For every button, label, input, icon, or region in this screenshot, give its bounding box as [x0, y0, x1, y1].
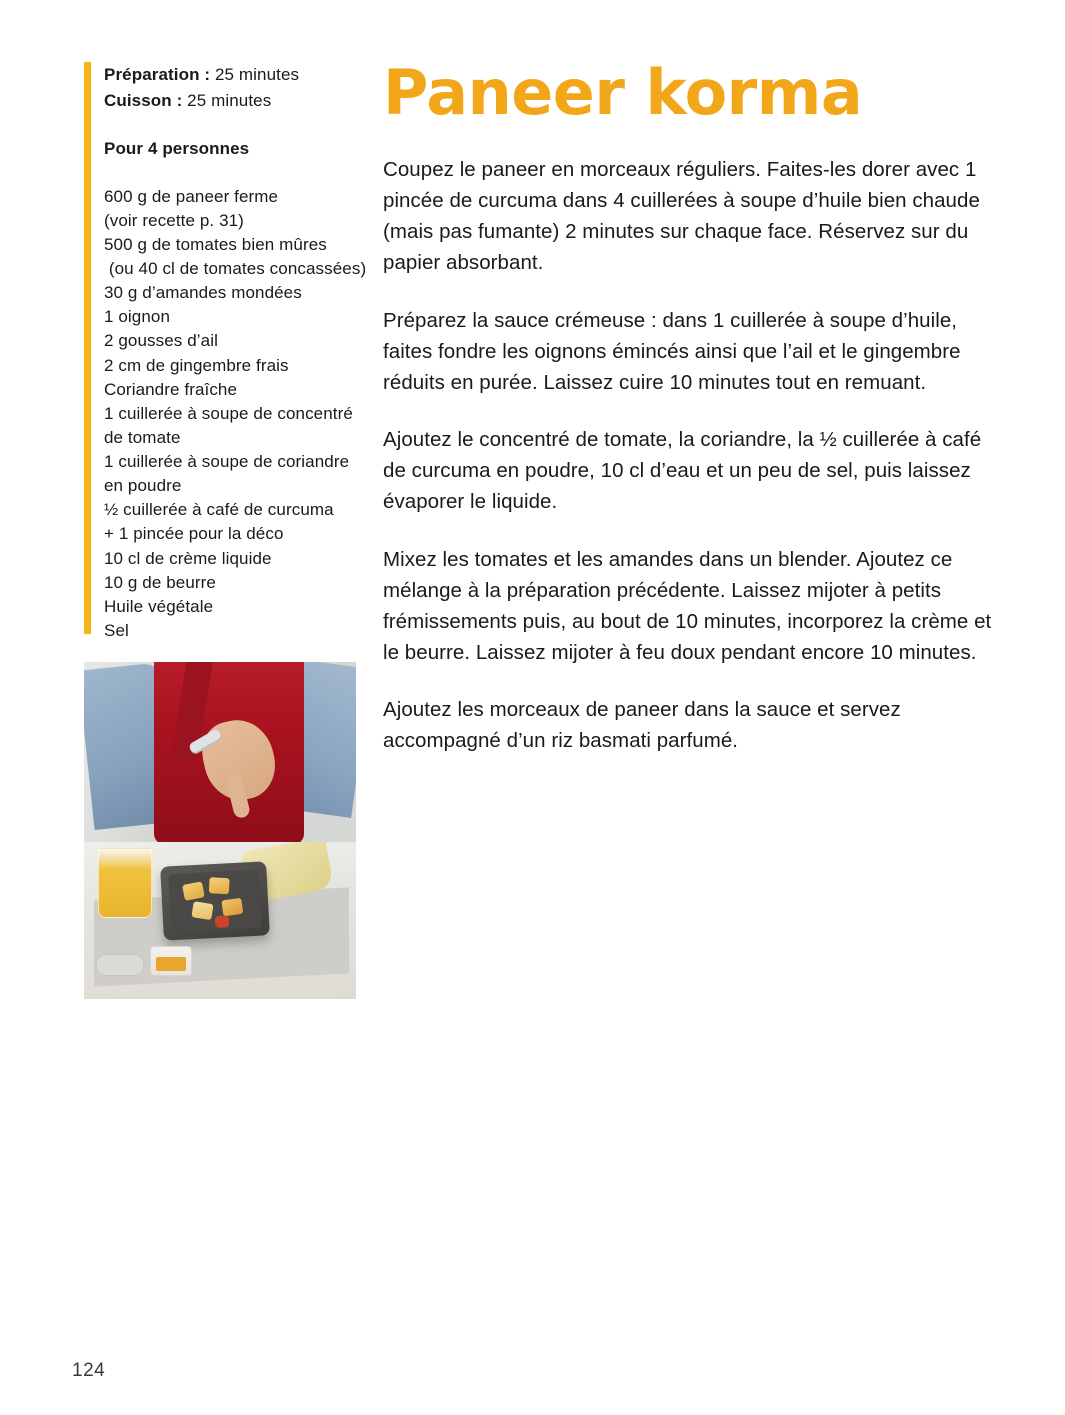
instruction-paragraph: Coupez le paneer en morceaux réguliers. Faites-les dorer avec 1 pincée de curcuma dans 4 cuillerées à soupe d’huile bien chaude (mais pas fumante) 2 minutes sur chaque face. Réservez sur du papier absorbant. — [383, 158, 980, 275]
list-item: 2 cm de gingembre frais — [104, 355, 289, 375]
prep-time-label: Préparation : — [104, 65, 211, 84]
pan-interior — [169, 870, 262, 933]
recipe-body — [383, 56, 995, 783]
cook-time-value: 25 minutes — [182, 91, 272, 111]
instruction-paragraph: Ajoutez les morceaux de paneer dans la sauce et servez accompagné d’un riz basmati parfumé. — [383, 698, 901, 753]
list-item: (ou 40 cl de tomates concassées) — [104, 259, 367, 279]
list-item: Sel — [104, 620, 129, 640]
list-item: + 1 pincée pour la déco — [104, 524, 284, 544]
list-item: de tomate — [104, 427, 181, 447]
servings-label: Pour 4 personnes — [104, 138, 250, 158]
prep-time-value: 25 minutes — [210, 65, 300, 84]
glass-jar — [98, 848, 152, 918]
list-item: 1 oignon — [104, 307, 171, 327]
page-title: Paneer korma — [383, 56, 863, 129]
cook-time-line — [104, 88, 356, 114]
paneer-cube — [182, 881, 205, 901]
yellow-accent-rule — [84, 62, 91, 634]
list-item: 500 g de tomates bien mûres — [104, 234, 327, 254]
list-item: 10 cl de crème liquide — [104, 548, 272, 568]
list-item: (voir recette p. 31) — [104, 210, 244, 230]
instruction-paragraph: Ajoutez le concentré de tomate, la coriandre, la ½ cuillerée à café de curcuma en poudre, 10 cl d’eau et un peu de sel, puis laissez évaporer le liquide. — [383, 428, 982, 514]
paneer-cube — [221, 898, 243, 917]
list-item: Coriandre fraîche — [104, 379, 238, 399]
ingredients-column — [84, 62, 367, 643]
list-item: 10 g de beurre — [104, 572, 216, 592]
instruction-paragraph: Préparez la sauce crémeuse : dans 1 cuillerée à soupe d’huile, faites fondre les oignons émincés ainsi que l’ail et le gingembre réduits en purée. Laissez cuire 10 minutes tout en remuant. — [383, 308, 961, 394]
list-item: ½ cuillerée à café de curcuma — [104, 500, 334, 520]
jar-lid — [96, 954, 144, 976]
ingredients-list — [104, 185, 367, 643]
recipe-photo — [84, 662, 356, 999]
list-item: 30 g d’amandes mondées — [104, 283, 302, 303]
spice-jar — [150, 946, 192, 976]
paneer-cube — [191, 901, 213, 920]
photo-bottom-scene — [84, 842, 356, 999]
cast-iron-pan — [160, 861, 270, 940]
prep-time-line — [104, 62, 356, 88]
list-item: 2 gousses d’ail — [104, 331, 218, 351]
paneer-cube — [209, 877, 230, 894]
list-item: 600 g de paneer ferme — [104, 186, 279, 206]
list-item: Huile végétale — [104, 596, 214, 616]
cook-time-label: Cuisson : — [104, 91, 183, 111]
list-item: 1 cuillerée à soupe de concentré — [104, 403, 353, 423]
tomato-piece — [215, 915, 230, 928]
photo-top-scene — [84, 662, 356, 842]
timing-block — [104, 62, 356, 115]
page-number: 124 — [72, 1360, 106, 1381]
list-item: en poudre — [104, 476, 182, 496]
turmeric-powder — [156, 957, 186, 971]
instruction-paragraph: Mixez les tomates et les amandes dans un blender. Ajoutez ce mélange à la préparation précédente. Laissez mijoter à petits frémissements puis, au bout de 10 minutes, incorporez la crème et le beurre. Laissez mijoter à feu doux pendant encore 10 minutes. — [383, 547, 992, 665]
list-item: 1 cuillerée à soupe de coriandre — [104, 452, 350, 472]
